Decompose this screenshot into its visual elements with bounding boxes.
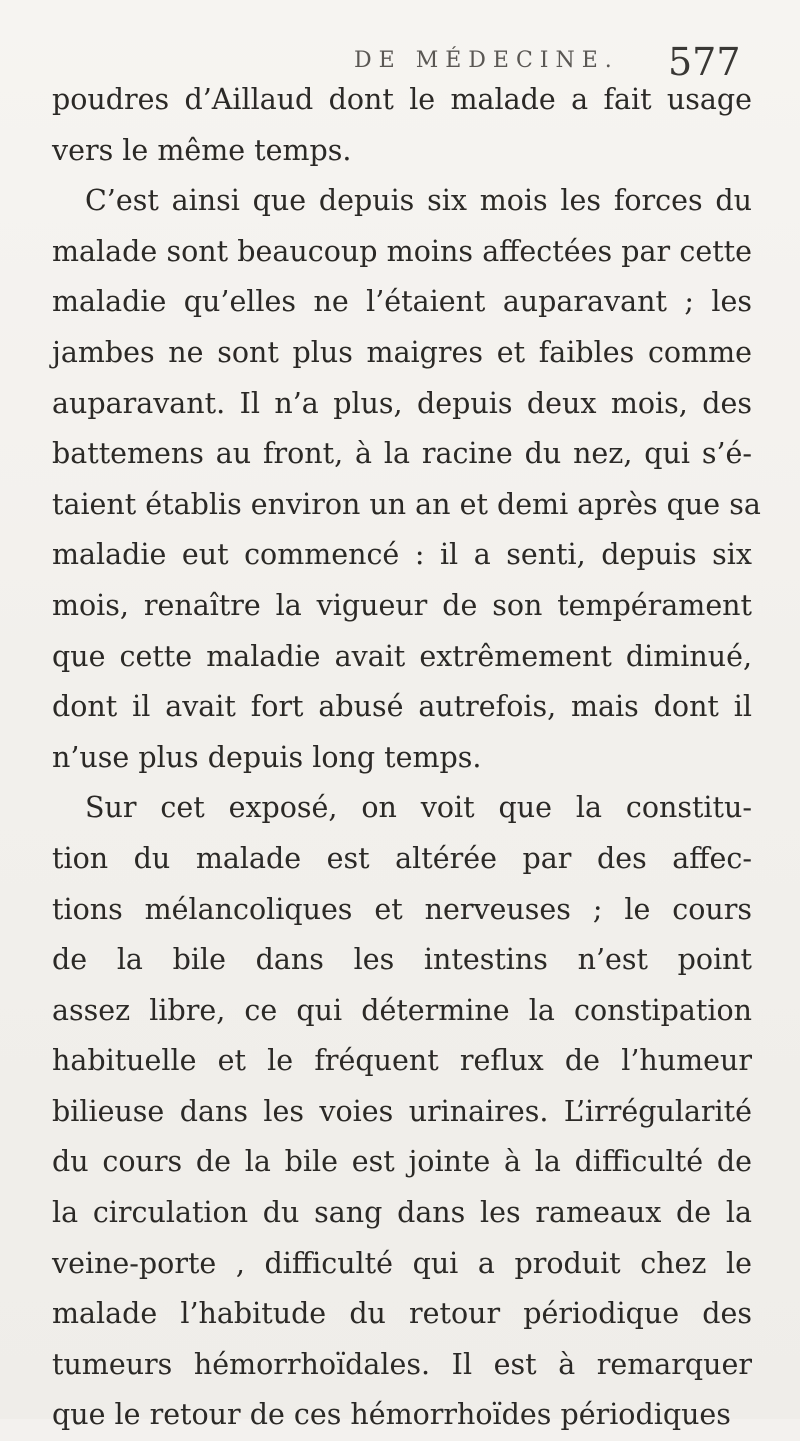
text-line: battemens au front, à la racine du nez, qui s’é-: [52, 437, 752, 471]
text-line: veine-porte , difficulté qui a produit chez le: [52, 1246, 752, 1280]
text-line: bilieuse dans les voies urinaires. L’irrégularité: [52, 1094, 752, 1128]
text-line: la circulation du sang dans les rameaux de la: [52, 1196, 752, 1230]
text-line: tion du malade est altérée par des affec-: [52, 841, 752, 875]
text-line: maladie qu’elles ne l’étaient auparavant ; les: [52, 285, 752, 319]
text-line: maladie eut commencé : il a senti, depuis six: [52, 538, 752, 572]
text-line: de la bile dans les intestins n’est point: [52, 943, 752, 977]
text-line: malade l’habitude du retour périodique des: [52, 1297, 752, 1331]
running-head: [0, 18, 800, 84]
text-line: que cette maladie avait extrêmement diminué,: [52, 639, 752, 673]
paragraph-start-line: Sur cet exposé, on voit que la constitu-: [85, 791, 752, 825]
text-line: tions mélancoliques et nerveuses ; le cours: [52, 892, 752, 926]
page-number: 577: [668, 40, 741, 84]
body-text: [52, 75, 761, 1441]
text-line: vers le même temps.: [52, 133, 352, 167]
text-line: assez libre, ce qui détermine la constipation: [52, 993, 752, 1027]
text-line: taient établis environ un an et demi après que sa: [52, 487, 761, 521]
paragraph-start-line: C’est ainsi que depuis six mois les forces du: [85, 184, 752, 218]
text-line: auparavant. Il n’a plus, depuis deux mois, des: [52, 386, 752, 420]
text-line: jambes ne sont plus maigres et faibles comme: [52, 335, 752, 369]
text-line: habituelle et le fréquent reflux de l’humeur: [52, 1044, 752, 1078]
text-line: du cours de la bile est jointe à la difficulté de: [52, 1145, 752, 1179]
text-line: n’use plus depuis long temps.: [52, 740, 482, 774]
text-line: poudres d’Aillaud dont le malade a fait usage: [52, 83, 752, 116]
text-line: dont il avait fort abusé autrefois, mais dont il: [52, 690, 752, 724]
text-line: tumeurs hémorrhoïdales. Il est à remarquer: [52, 1347, 752, 1381]
running-title: DE MÉDECINE.: [354, 48, 619, 73]
text-line: malade sont beaucoup moins affectées par cette: [52, 234, 752, 268]
text-line: que le retour de ces hémorrhoïdes périodiques: [52, 1398, 731, 1432]
text-line: mois, renaître la vigueur de son tempérament: [52, 588, 752, 622]
